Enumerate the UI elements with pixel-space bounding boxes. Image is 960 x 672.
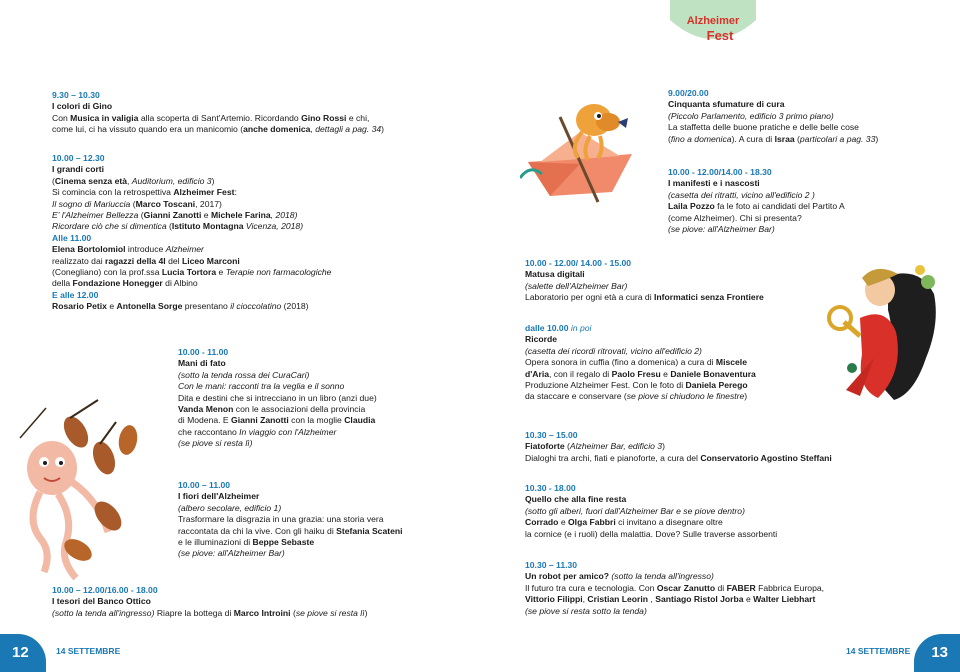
dancing-couple-illustration bbox=[816, 262, 946, 404]
event-robot: 10.30 – 11.30 Un robot per amico? (sotto la tenda all'ingresso) Il futuro tra cura e tecnologia. Con Oscar Zanutto di FABER Fabbrica Europa, Vittorio Filippi, Cristian Leorin , Santiago Ristol Jorba e Walter Liebhart (se piove si resta sotto la tenda) bbox=[525, 560, 825, 616]
event-subtime: Alle 11.00 bbox=[52, 232, 92, 243]
event-fiatoforte: 10.30 – 15.00 Fiatoforte (Alzheimer Bar, edificio 3) Dialoghi tra archi, fiati e pianoforte, a cura del Conservatorio Agostino Steffani bbox=[525, 430, 832, 463]
event-time: 10.00 - 12.00/ 14.00 - 15.00 bbox=[525, 258, 632, 268]
event-title: Matusa digitali bbox=[525, 269, 585, 280]
event-time: 9.30 – 10.30 bbox=[52, 90, 100, 100]
event-ricorde: dalle 10.00 in poi Ricorde (casetta dei ricordi ritrovati, vicino all'edificio 2) Opera sonora in cuffia (fino a domenica) a cura di Miscele d'Aria, con il regalo di Paolo Fresu e Daniele Bonaventura Produzione Alzheimer Fest. Con le foto di Daniela Perego da staccare e conservare (se piove si chiudono le finestre) bbox=[525, 323, 756, 402]
event-title: I grandi corti bbox=[52, 164, 105, 175]
logo-line2: Fest bbox=[706, 28, 734, 43]
event-time: 10.00 - 11.00 bbox=[178, 347, 229, 357]
page-number-left: 12 bbox=[0, 634, 46, 672]
event-title: I tesori del Banco Ottico bbox=[52, 596, 151, 607]
event-time: 10.00 – 12.00/16.00 - 18.00 bbox=[52, 585, 158, 595]
event-time: 10.30 – 11.30 bbox=[525, 560, 578, 570]
event-time: 10.00 – 12.30 bbox=[52, 153, 105, 163]
event-title: Cinquanta sfumature di cura bbox=[668, 99, 785, 110]
event-time: 10.00 - 12.00/14.00 - 18.30 bbox=[668, 167, 772, 177]
octopus-violins-illustration bbox=[12, 396, 180, 586]
event-subtime: E alle 12.00 bbox=[52, 289, 99, 300]
event-mani-di-fato: 10.00 - 11.00 Mani di fato (sotto la tenda rossa dei CuraCari) Con le mani: racconti tra la veglia e il sonno Dita e destini che si intrecciano in un libro (anzi due) Vanda Menon con le associazioni della provincia di Modena. E Gianni Zanotti con la moglie Claudia che raccontano In viaggio con l'Alzheimer (se piove si resta lì) bbox=[178, 347, 377, 449]
event-title: Ricorde bbox=[525, 334, 557, 345]
event-title: I manifesti e i nascosti bbox=[668, 178, 760, 189]
event-time: 10.30 - 18.00 bbox=[525, 483, 576, 493]
event-title: I colori di Gino bbox=[52, 101, 113, 112]
event-title: Mani di fato bbox=[178, 358, 226, 369]
octopus-boat-illustration bbox=[520, 92, 640, 212]
event-title: Quello che alla fine resta bbox=[525, 494, 627, 505]
event-cinquanta: 9.00/20.00 Cinquanta sfumature di cura (Piccolo Parlamento, edificio 3 primo piano) La staffetta delle buone pratiche e delle belle cose (fino a domenica). A cura di Israa (particolari a pag. 33) bbox=[668, 88, 879, 144]
footer-date-right: 14 SETTEMBRE bbox=[846, 646, 911, 656]
event-time: 10.00 – 11.00 bbox=[178, 480, 231, 490]
event-grandi-corti: 10.00 – 12.30 I grandi corti (Cinema senza età, Auditorium, edificio 3) Si comincia con la retrospettiva Alzheimer Fest: Il sogno di Mariuccia (Marco Toscani, 2017) E' l'Alzheimer Bellezza (Gianni Zanotti e Michele Farina, 2018) Ricordare ciò che si dimentica (Istituto Montagna Vicenza, 2018) Alle 11.00 Elena Bortolomiol introduce Alzheimer realizzato dai ragazzi della 4I del Liceo Marconi (Conegliano) con la prof.ssa Lucia Tortora e Terapie non farmacologiche della Fondazione Honegger di Albino E alle 12.00 Rosario Petix e Antonella Sorge presentano il cioccolatino (2018) bbox=[52, 153, 332, 312]
event-time: 10.30 – 15.00 bbox=[525, 430, 578, 440]
event-gino: 9.30 – 10.30 I colori di Gino Con Musica in valigia alla scoperta di Sant'Artemio. Ricordando Gino Rossi e chi, come lui, ci ha vissuto quando era un manicomio (anche domenica, dettagli a pag. 34) bbox=[52, 90, 385, 135]
logo-line1: Alzheimer bbox=[686, 15, 740, 27]
page-number-right: 13 bbox=[914, 634, 960, 672]
alzheimer-fest-logo bbox=[668, 0, 758, 50]
event-matusa: 10.00 - 12.00/ 14.00 - 15.00 Matusa digitali (salette dell'Alzheimer Bar) Laboratorio per ogni età a cura di Informatici senza Frontiere bbox=[525, 258, 764, 303]
event-manifesti: 10.00 - 12.00/14.00 - 18.30 I manifesti e i nascosti (casetta dei ritratti, vicino all'edificio 2 ) Laila Pozzo fa le foto ai candidati del Partito A (come Alzheimer). Chi si presenta? (se piove: all'Alzheimer Bar) bbox=[668, 167, 845, 235]
event-time: 9.00/20.00 bbox=[668, 88, 709, 98]
event-fiori: 10.00 – 11.00 I fiori dell'Alzheimer (albero secolare, edificio 1) Trasformare la disgrazia in una grazia: una storia vera raccontata da chi la vive. Con gli haiku di Stefania Scateni e le illuminazioni di Beppe Sebaste (se piove: all'Alzheimer Bar) bbox=[178, 480, 403, 559]
footer-date-left: 14 SETTEMBRE bbox=[56, 646, 121, 656]
event-title: I fiori dell'Alzheimer bbox=[178, 491, 260, 502]
event-quello: 10.30 - 18.00 Quello che alla fine resta (sotto gli alberi, fuori dall'Alzheimer Bar e se piove dentro) Corrado e Olga Fabbri ci invitano a disegnare oltre la cornice (e i ruoli) della malattia. Dove? Sulle traverse assorbenti bbox=[525, 483, 778, 539]
event-tesori: 10.00 – 12.00/16.00 - 18.00 I tesori del Banco Ottico (sotto la tenda all'ingresso) Riapre la bottega di Marco Introini (se piove si resta lì) bbox=[52, 585, 368, 618]
